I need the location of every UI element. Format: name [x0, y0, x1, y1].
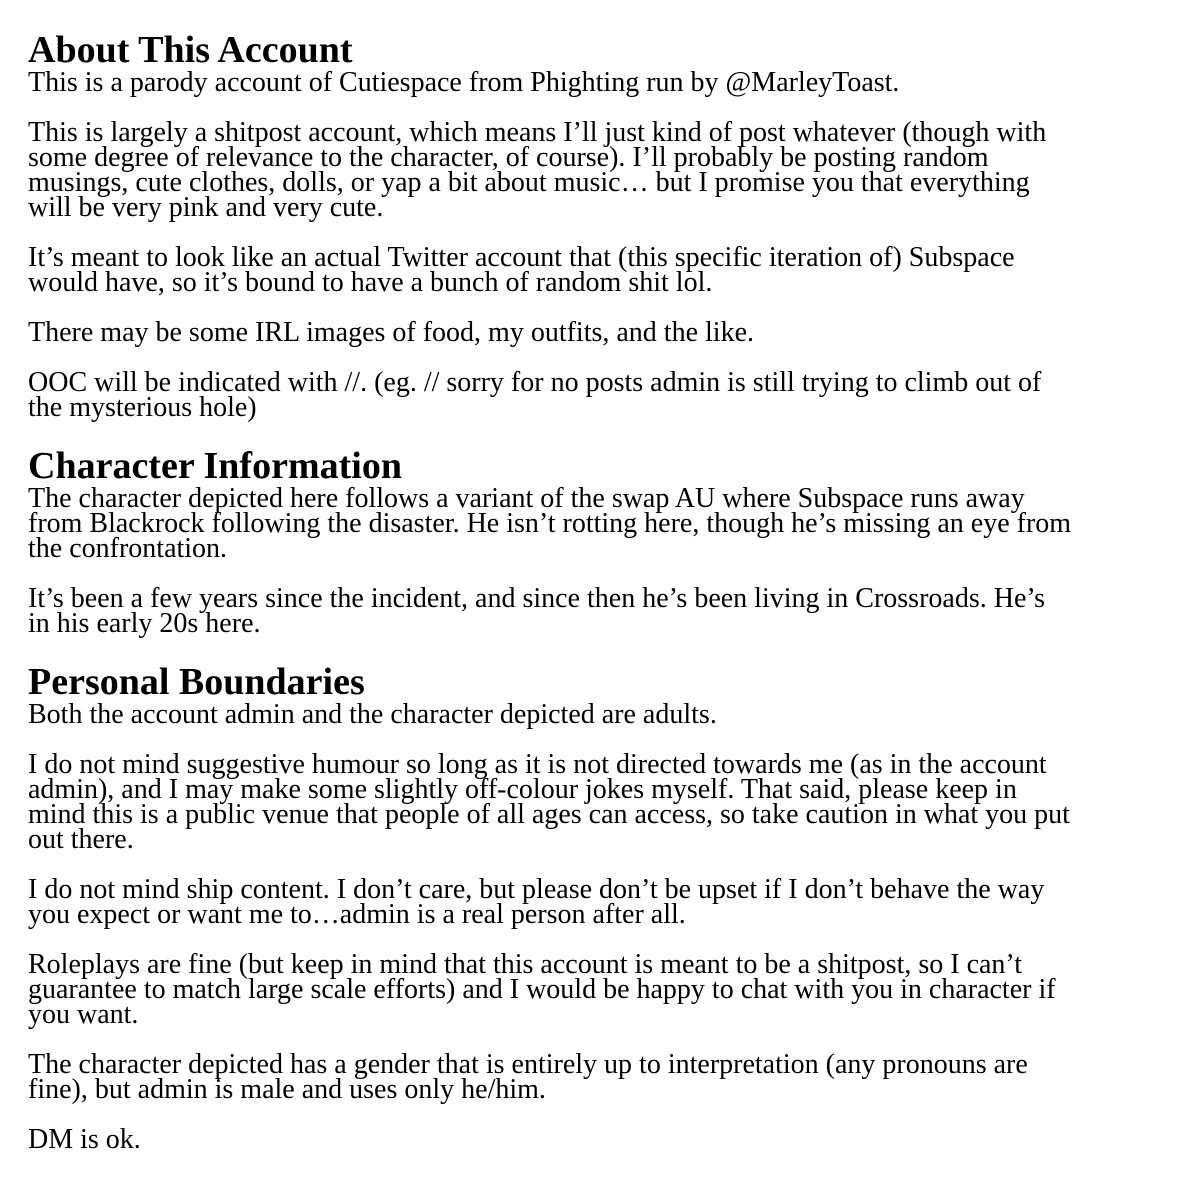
- section-character-information: [28, 445, 1178, 639]
- paragraph: [28, 874, 1178, 930]
- paragraph: [28, 583, 1178, 639]
- paragraph: [28, 317, 1178, 348]
- text-line: There may be some IRL images of food, my outfits, and the like.: [28, 317, 755, 348]
- text-line: will be very pink and very cute.: [28, 192, 384, 223]
- text-line: The character depicted has a gender that is entirely up to interpretation (any pronouns are: [28, 1049, 1028, 1080]
- text-line: Both the account admin and the character depicted are adults.: [28, 699, 717, 730]
- text-line: you expect or want me to…admin is a real person after all.: [28, 899, 686, 930]
- document-page: [28, 29, 1178, 1155]
- section-personal-boundaries: [28, 661, 1178, 1155]
- text-line: some degree of relevance to the character, of course). I’ll probably be posting random: [28, 142, 989, 173]
- section-heading: Character Information: [28, 445, 402, 487]
- paragraph: [28, 483, 1178, 564]
- text-line: This is largely a shitpost account, which means I’ll just kind of post whatever (though with: [28, 117, 1047, 148]
- text-line: Roleplays are fine (but keep in mind that this account is meant to be a shitpost, so I can’t: [28, 949, 1023, 980]
- text-line: would have, so it’s bound to have a bunch of random shit lol.: [28, 267, 713, 298]
- text-line: It’s been a few years since the incident, and since then he’s been living in Crossroads. He’s: [28, 583, 1046, 614]
- text-line: in his early 20s here.: [28, 608, 261, 639]
- text-line: the mysterious hole): [28, 392, 257, 423]
- text-line: admin), and I may make some slightly off-colour jokes myself. That said, please keep in: [28, 774, 1017, 805]
- text-line: the confrontation.: [28, 533, 228, 564]
- section-about-this-account: [28, 29, 1178, 423]
- text-line: DM is ok.: [28, 1124, 141, 1155]
- paragraph: [28, 1049, 1178, 1105]
- text-line: The character depicted here follows a variant of the swap AU where Subspace runs away: [28, 483, 1025, 514]
- text-line: you want.: [28, 999, 139, 1030]
- text-line: from Blackrock following the disaster. He isn’t rotting here, though he’s missing an eye from: [28, 508, 1072, 539]
- text-line: I do not mind ship content. I don’t care, but please don’t be upset if I don’t behave the way: [28, 874, 1045, 905]
- text-line: mind this is a public venue that people of all ages can access, so take caution in what you put: [28, 799, 1070, 830]
- text-line: This is a parody account of Cutiespace from Phighting run by @MarleyToast.: [28, 67, 900, 98]
- paragraph: [28, 67, 1178, 98]
- section-heading: Personal Boundaries: [28, 661, 365, 703]
- text-line: OOC will be indicated with //. (eg. // sorry for no posts admin is still trying to climb out of: [28, 367, 1042, 398]
- paragraph: [28, 1124, 1178, 1155]
- paragraph: [28, 949, 1178, 1030]
- text-line: musings, cute clothes, dolls, or yap a bit about music… but I promise you that everything: [28, 167, 1030, 198]
- text-line: guarantee to match large scale efforts) and I would be happy to chat with you in character if: [28, 974, 1056, 1005]
- paragraph: [28, 367, 1178, 423]
- paragraph: [28, 242, 1178, 298]
- text-line: I do not mind suggestive humour so long as it is not directed towards me (as in the account: [28, 749, 1047, 780]
- section-heading: About This Account: [28, 29, 353, 71]
- text-line: It’s meant to look like an actual Twitter account that (this specific iteration of) Subspace: [28, 242, 1015, 273]
- text-line: out there.: [28, 824, 134, 855]
- paragraph: [28, 699, 1178, 730]
- paragraph: [28, 749, 1178, 855]
- paragraph: [28, 117, 1178, 223]
- text-line: fine), but admin is male and uses only he/him.: [28, 1074, 546, 1105]
